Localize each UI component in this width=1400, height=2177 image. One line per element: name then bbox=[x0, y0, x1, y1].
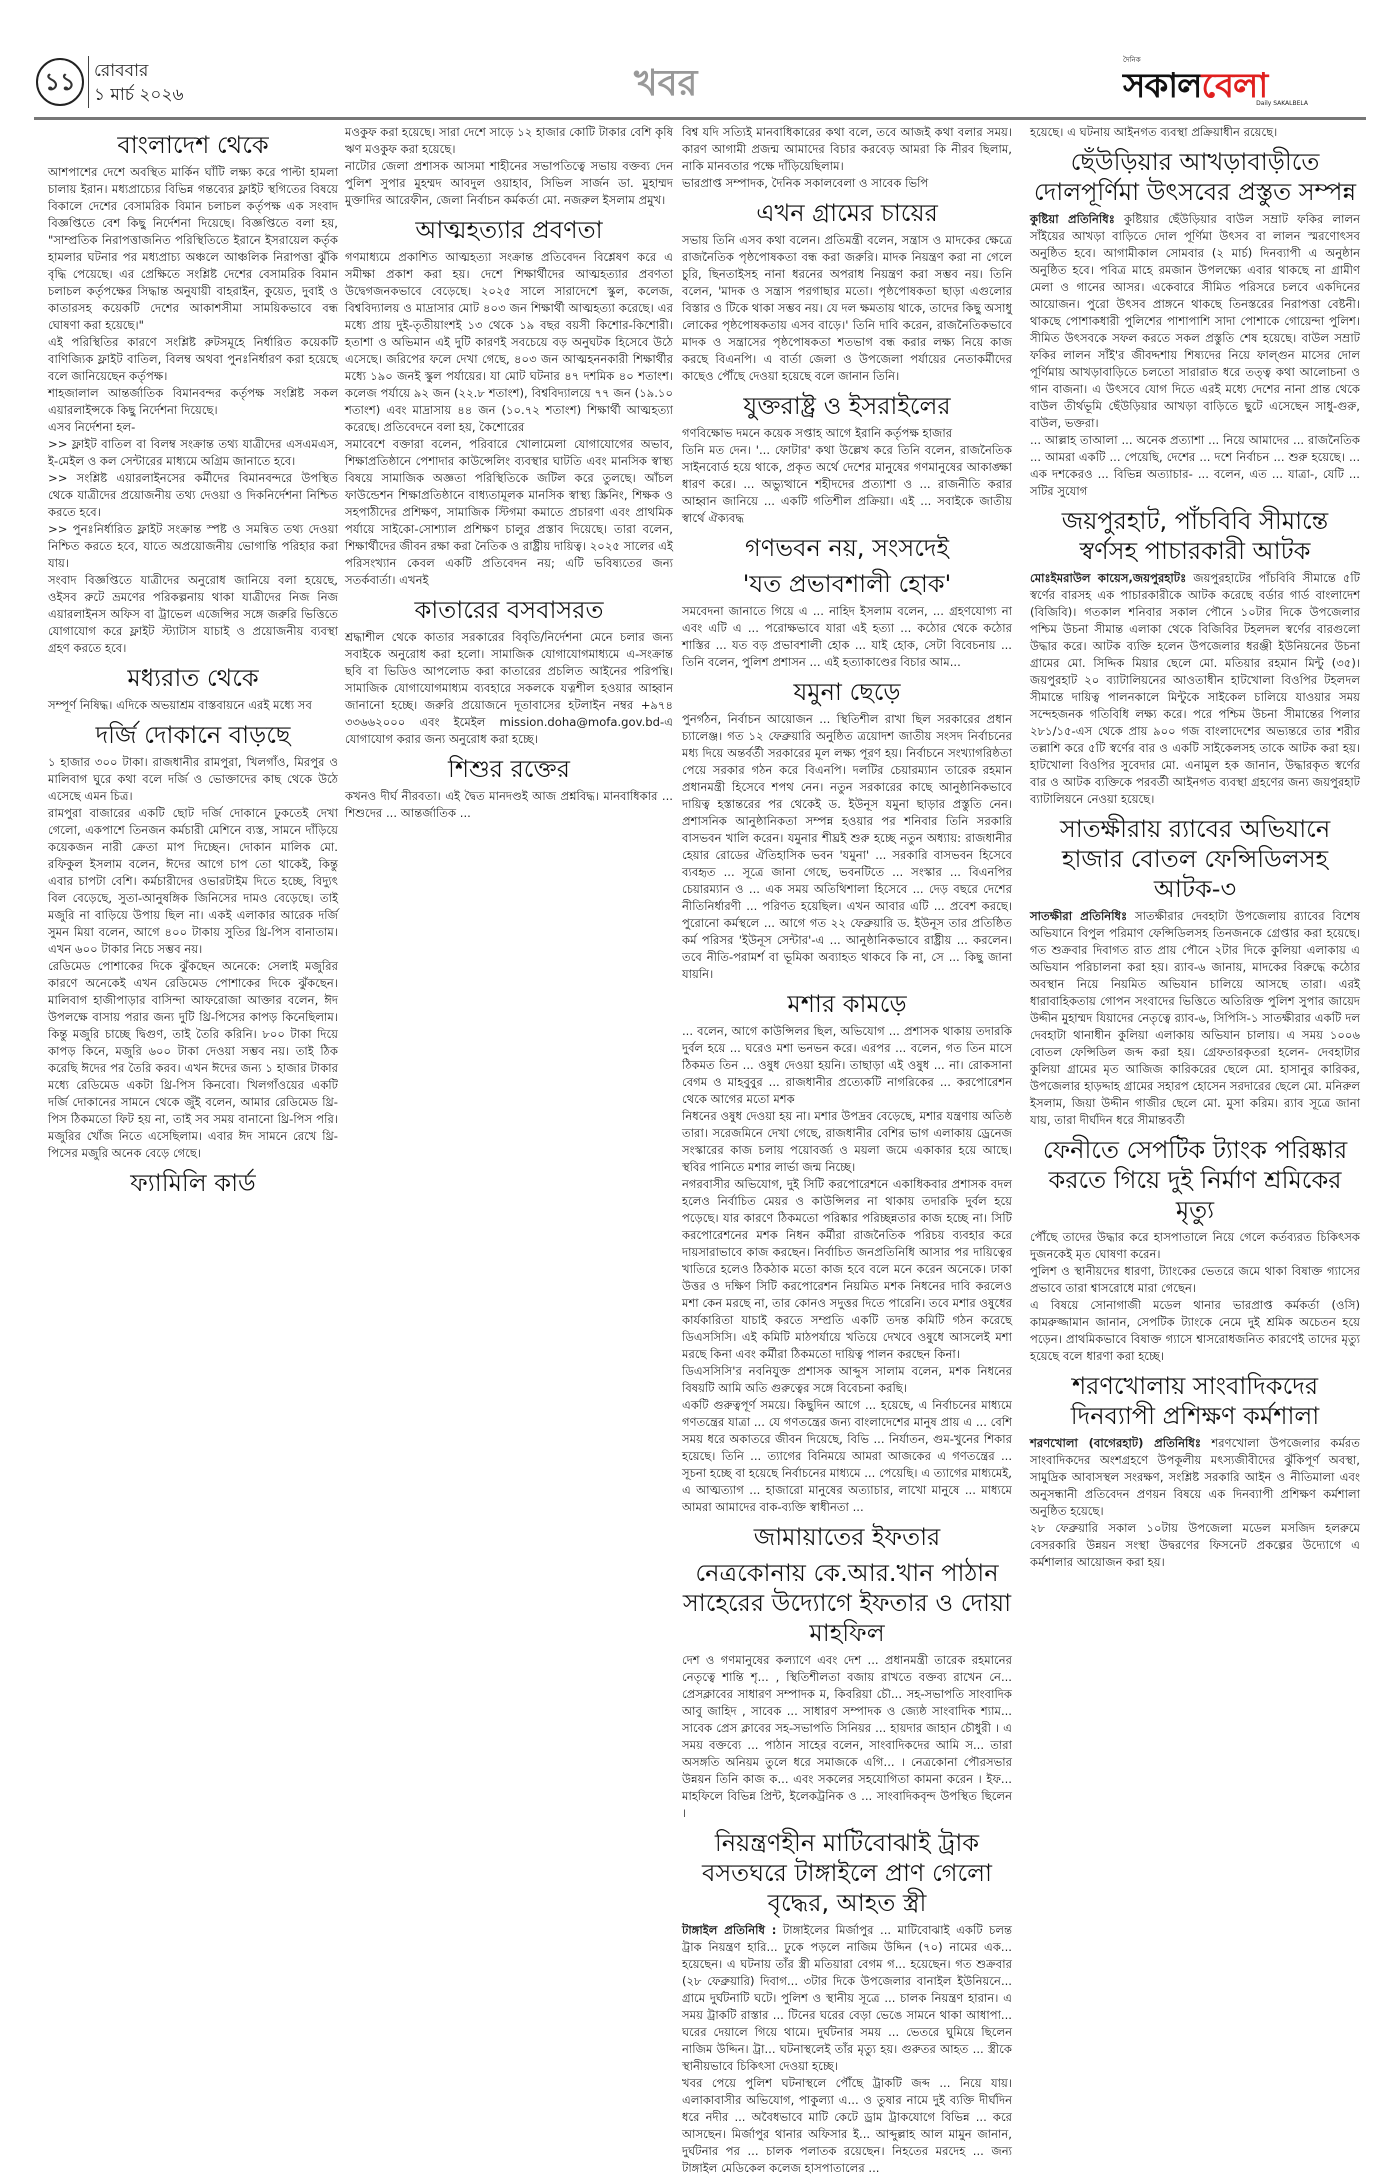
article-text: কখনও দীর্ঘ নীরবতা। এই দ্বৈত মানদণ্ডই আজ প্রশ্নবিদ্ধ। মানবাধিকার ... শিশুদের ... আন্তর্জাতিক ... bbox=[345, 789, 673, 820]
headline: বাংলাদেশ থেকে bbox=[117, 131, 269, 159]
headline: শরণখোলায় সাংবাদিকদের দিনব্যাপী প্রশিক্ষণ কর্মশালা bbox=[1070, 1372, 1320, 1430]
headline: 'যত প্রভাবশালী হোক' bbox=[742, 570, 952, 598]
article-text: এই পরিস্থিতির কারণে সংশ্লিষ্ট রুটসমূহে নির্ধারিত কয়েকটি বাণিজ্যিক ফ্লাইট বাতিল, বিলম্ব অথবা পুনঃনির্ধারণ করা হয়েছে বলে জানিয়েছেন কর্তৃপক্ষ। bbox=[48, 335, 338, 383]
headline: শিশুর রক্তের bbox=[448, 755, 570, 783]
logo-word-b: বেলা bbox=[1201, 66, 1268, 106]
headline: জামায়াতের ইফতার bbox=[753, 1523, 941, 1551]
article-text: রামপুরা বাজারের একটি ছোট দর্জি দোকানে ঢুকতেই দেখা গেলো, একপাশে তিনজন কর্মচারী মেশিনে ব্যস্ত, সামনে দাঁড়িয়ে কয়েকজন নারী ক্রেতা মাপ দিচ্ছেন। দোকান মালিক মো. রফিকুল ইসলাম বলেন, ঈদের আগে চাপ তো থাকেই, কিন্তু এবার চাপটা বেশি। কর্মচারীদের ওভারটাইম দিতে হচ্ছে, বিদ্যুৎ বিল বেড়েছে, সুতা-আনুষঙ্গিক জিনিসের দামও বেড়েছে। তাই মজুরি না বাড়িয়ে উপায় ছিল না। একই এলাকার আরেক দর্জি সুমন মিয়া বলেন, আগে ৪০০ টাকায় সুতির থ্রি-পিস বানাতাম। এখন ৬০০ টাকার নিচে সম্ভব নয়। bbox=[48, 806, 338, 956]
masthead-rule bbox=[34, 117, 1366, 120]
column-1 bbox=[48, 124, 338, 2134]
article-text-body: জয়পুরহাটের পাঁচবিবি সীমান্তে ৫টি স্বর্ণের বারসহ এক পাচারকারীকে আটক করেছে বর্ডার গার্ড বাংলাদেশ (বিজিবি)। গতকাল শনিবার সকাল পৌনে ১০টার দিকে উপজেলার পশ্চিম উচনা সীমান্ত এলাকা থেকে বিজিবির টহলদল স্বর্ণের বারগুলো উদ্ধার করে। আটক ব্যক্তি হলেন উপজেলার ধরঞ্জী ইউনিয়নের উচনা গ্রামের মো. সিদ্দিক মিয়ার ছেলে মো. মতিয়ার রহমান মিন্টু (৩৫)। জয়পুরহাট ২০ ব্যাটালিয়নের আওতাধীন হাটখোলা বিওপির টহলদল সীমান্তে দায়িত্ব পালনকালে মিন্টুকে সাইকেল চালিয়ে যাওয়ার সময় সন্দেহজনক গতিবিধি লক্ষ্য করে। পরে পশ্চিম উচনা সীমান্তের পিলার ২৮১/১৫-এস থেকে প্রায় ৯০০ গজ বাংলাদেশের অভ্যন্তরে তার শরীর তল্লাশি করে ৫টি স্বর্ণের বার ও একটি সাইকেলসহ তাকে আটক করা হয়। হাটখোলা বিওপির সুবেদার মো. এনামুল হক জানান, উদ্ধারকৃত স্বর্ণের বার ও আটক ব্যক্তিকে পরবর্তী আইনগত ব্যবস্থা গ্রহণের জন্য জয়পুরহাট ব্যাটালিয়নে নেওয়া হয়েছে। bbox=[1030, 571, 1361, 806]
headline: যুক্তরাষ্ট্র ও ইসরাইলের bbox=[743, 392, 951, 420]
byline: কুষ্টিয়া প্রতিনিধিঃ bbox=[1030, 212, 1115, 226]
article-text: ভারপ্রাপ্ত সম্পাদক, দৈনিক সকালবেলা ও সাবেক ভিপি bbox=[682, 176, 929, 190]
article-text: এসব নির্দেশনা হল- bbox=[48, 420, 136, 434]
article-text: ২৮ ফেব্রুয়ারি সকাল ১০টায় উপজেলা মডেল মসজিদ হলরুমে বেসরকারি উন্নয়ন সংস্থা উদ্বরণের ফিসনেট প্রকল্পের উদ্যোগে এ কর্মশালার আয়োজন করা হয়। bbox=[1030, 1521, 1360, 1569]
article-text: নাটোর জেলা প্রশাসক আসমা শাহীনের সভাপতিত্বে সভায় বক্তব্য দেন পুলিশ সুপার মুহম্মদ আবদুল ওয়াহাব, সিভিল সার্জন ডা. মুহাম্মদ মুক্তাদির আরেফীন, জেলা নির্বাচন কর্মকর্তা মো. নজরুল ইসলাম প্রমুখ। bbox=[345, 159, 673, 207]
article-text: মওকুফ করা হয়েছে। সারা দেশে সাড়ে ১২ হাজার কোটি টাকার বেশি কৃষি ঋণ মওকুফ করা হয়েছে। bbox=[345, 125, 673, 156]
headline: সাতক্ষীরায় র‍্যাবের অভিযানে হাজার বোতল ফেন্সিডিলসহ আটক-৩ bbox=[1059, 815, 1331, 903]
article-text: ১ হাজার ৩০০ টাকা। রাজধানীর রামপুরা, খিলগাঁও, মিরপুর ও মালিবাগ ঘুরে কথা বলে দর্জি ও ভোক্তাদের কাছ থেকে উঠে এসেছে এমন চিত্র। bbox=[48, 755, 338, 803]
column-4 bbox=[1030, 124, 1360, 2134]
article-text: শ্রদ্ধাশীল থেকে কাতার সরকারের বিবৃতি/নির্দেশনা মেনে চলার জন্য সবাইকে অনুরোধ করা হলো। সামাজিক যোগাযোগমাধ্যমে এ-সংক্রান্ত ছবি বা ভিডিও আপলোড করা কাতারের প্রচলিত আইনের পরিপন্থি। সামাজিক যোগাযোগমাধ্যম ব্যবহারে সকলকে যত্নশীল হওয়ার আহ্বান জানানো হচ্ছে। জরুরি প্রয়োজনে দূতাবাসের হটলাইন নম্বর +৯৭৪ ৩৩৬৬২০০০ এবং ইমেইল mission.doha@mofa.gov.bd-এ যোগাযোগ করার জন্য অনুরোধ করা হচ্ছে। bbox=[345, 630, 673, 746]
masthead bbox=[34, 54, 1400, 114]
logo-word-a: সকাল bbox=[1123, 66, 1202, 106]
article-text: সমাবেশে বক্তারা বলেন, পরিবারে খোলামেলা যোগাযোগের অভাব, শিক্ষাপ্রতিষ্ঠানে পেশাদার কাউন্সেলিং ব্যবস্থার ঘাটতি এবং মানসিক স্বাস্থ্য বিষয়ে সামাজিক অজ্ঞতা পরিস্থিতিকে জটিল করে তুলছে। আঁচল ফাউন্ডেশন শিক্ষাপ্রতিষ্ঠানে বাধ্যতামূলক মানসিক স্বাস্থ্য স্ক্রিনিং, শিক্ষক ও সহপাঠীদের প্রশিক্ষণ, সামাজিক স্টিগমা কমাতে প্রচারণা এবং প্রাথমিক পর্যায়ে সাইকো-সোশ্যাল প্রশিক্ষণ চালুর প্রস্তাব দিয়েছে। তারা বলেন, শিক্ষার্থীদের জীবন রক্ষা করা নৈতিক ও রাষ্ট্রীয় দায়িত্ব। ২০২৫ সালের এই পরিসংখ্যান কেবল একটি প্রতিবেদন নয়; এটি ভবিষ্যতের জন্য সতর্কবার্তা। এখনই bbox=[345, 437, 673, 587]
article-text: >> সংশ্লিষ্ট এয়ারলাইনসের কর্মীদের বিমানবন্দরে উপস্থিত থেকে যাত্রীদের প্রয়োজনীয় তথ্য দেওয়া ও দিকনির্দেশনা নিশ্চিত করতে হবে। bbox=[48, 471, 338, 519]
article-text: শাহজালাল আন্তর্জাতিক বিমানবন্দর কর্তৃপক্ষ সংশ্লিষ্ট সকল এয়ারলাইন্সকে কিছু নির্দেশনা দিয়েছে। bbox=[48, 386, 338, 417]
logo-small-text: দৈনিক bbox=[1123, 56, 1141, 64]
day-label: রোববার bbox=[94, 61, 149, 81]
headline: মধ্যরাত থেকে bbox=[127, 664, 259, 692]
headline: নিয়ন্ত্রণহীন মাটিবোঝাই ট্রাক বসতঘরে টাঙ্গাইলে প্রাণ গেলো বৃদ্ধের, আহত স্ত্রী bbox=[701, 1829, 993, 1917]
headline: ফেনীতে সেপটিক ট্যাংক পরিষ্কার করতে গিয়ে দুই নির্মাণ শ্রমিকের মৃত্যু bbox=[1042, 1136, 1348, 1224]
article-text-body: শরণখোলা উপজেলার কর্মরত সাংবাদিকদের অংশগ্রহণে উপকূলীয় মৎস্যজীবীদের ঝুঁকিপূর্ণ অবস্থা, সামুদ্রিক আবাসস্থল সংরক্ষণ, সংশ্লিষ্ট সরকারি আইন ও নীতিমালা এবং অনুসন্ধানী প্রতিবেদন প্রণয়ন বিষয়ে এক দিনব্যাপী প্রশিক্ষণ কর্মশালা অনুষ্ঠিত হয়েছে। bbox=[1030, 1436, 1360, 1518]
byline: টাঙ্গাইল প্রতিনিধি : bbox=[682, 1923, 777, 1937]
article-text: নিধনের ওষুধ দেওয়া হয় না। মশার উপদ্রব বেড়েছে, মশার যন্ত্রণায় অতিষ্ঠ তারা। সরেজমিনে দেখা গেছে, রাজধানীর বেশির ভাগ এলাকায় ড্রেনেজ সংস্কারের কাজ চলায় পয়োবর্জ্য ও ময়লা জমে একাকার হয়ে আছে। স্থবির পানিতে মশার লার্ভা জন্ম নিচ্ছে। bbox=[682, 1109, 1012, 1174]
date-label: ১ মার্চ ২০২৬ bbox=[94, 85, 184, 105]
article-text: গণমাধ্যমে প্রকাশিত আত্মহত্যা সংক্রান্ত প্রতিবেদন বিশ্লেষণ করে এ সমীক্ষা প্রকাশ করা হয়। দেশে শিক্ষার্থীদের আত্মহত্যার প্রবণতা উদ্বেগজনকভাবে বেড়েছে। ২০২৫ সালে সারাদেশে স্কুল, কলেজ, বিশ্ববিদ্যালয় ও মাদ্রাসার মোট ৪০৩ জন শিক্ষার্থী আত্মহত্যা করেছে। এর মধ্যে প্রায় দুই-তৃতীয়াংশই ১৩ থেকে ১৯ বছর বয়সী কিশোর-কিশোরী। হতাশা ও অভিমান এই দুটি কারণই সবচেয়ে বড় অনুঘটক হিসেবে উঠে এসেছে। জরিপের ফলে দেখা গেছে, ৪০৩ জন আত্মহননকারী শিক্ষার্থীর মধ্যে ১৯০ জনই স্কুল পর্যায়ের। যা মোট ঘটনার ৪৭ দশমিক ৪০ শতাংশ। কলেজ পর্যায়ে ৯২ জন (২২.৮ শতাংশ), বিশ্ববিদ্যালয়ে ৭৭ জন (১৯.১০ শতাংশ) এবং মাদ্রাসায় ৪৪ জন (১০.৭২ শতাংশ) শিক্ষার্থী আত্মহত্যা করেছে। প্রতিবেদনে বলা হয়, কৈশোরের bbox=[345, 250, 673, 434]
headline: যমুনা ছেড়ে bbox=[793, 678, 901, 706]
logo-tagline: Daily SAKALBELA bbox=[1256, 100, 1308, 107]
article-text: সভায় তিনি এসব কথা বলেন। প্রতিমন্ত্রী বলেন, সন্ত্রাস ও মাদকের ক্ষেত্রে রাজনৈতিক পৃষ্ঠপোষকতা বন্ধ করা জরুরি। মাদক নিয়ন্ত্রণ করা না গেলে চুরি, ছিনতাইসহ নানা ধরনের অপরাধ নিয়ন্ত্রণ করা সম্ভব নয়। তিনি বলেন, 'মাদক ও সন্ত্রাস পরগাছার মতো। পৃষ্ঠপোষকতা ছাড়া এগুলোর বিস্তার ও টিকে থাকা সম্ভব নয়। যে দল ক্ষমতায় থাকে, তাদের কিছু অসাধু লোকের পৃষ্ঠপোষকতায় এসব বাড়ে।' তিনি দাবি করেন, রাজনৈতিকভাবে মাদক ও সন্ত্রাসের পৃষ্ঠপোষকতা শতভাগ বন্ধ করার লক্ষ্য নিয়ে কাজ করছে বিএনপি। এ বার্তা জেলা ও উপজেলা পর্যায়ের নেতাকর্মীদের কাছেও পৌঁছে দেওয়া হয়েছে বলে জানান তিনি। bbox=[682, 233, 1012, 383]
article-text: তিনি মত দেন। '... ফোটার' কথা উল্লেখ করে তিনি বলেন, রাজনৈতিক সাইনবোর্ড হয়ে থাকে, প্রকৃত অর্থে দেশের মানুষের গণমানুষের আকাঙ্ক্ষা ধারণ করে। ... অভ্যুত্থানে শহীদদের প্রত্যাশা ও ... রাজনীতি করার আহ্বান জানিয়ে ... একটি গতিশীল প্রক্রিয়া। এই ... সবাইকে জাতীয় স্বার্থে ঐক্যবদ্ধ bbox=[682, 443, 1012, 525]
date-divider bbox=[88, 56, 89, 108]
byline: শরণখোলা (বাগেরহাট) প্রতিনিধিঃ bbox=[1030, 1436, 1202, 1450]
article-text: ... বলেন, আগে কাউন্সিলর ছিল, অভিযোগ ... প্রশাসক থাকায় তদারকি দুর্বল হয়ে ... ঘরেও মশা ভনভন করে। এরপর ... বলেন, গত তিন মাসে ঠিকমত তিন ... ওষুধ দেওয়া হয়নি। তাছাড়া এই ওষুধ ... না। রোকসানা বেগম ও মাহবুবুর ... রাজধানীর প্রত্যেকটি নাগরিকের ... করপোরেশন থেকে আগের মতো মশক bbox=[682, 1024, 1012, 1106]
article-text: আশপাশের দেশে অবস্থিত মার্কিন ঘাঁটি লক্ষ্য করে পাল্টা হামলা চালায় ইরান। মধ্যপ্রাচ্যের বিভিন্ন গন্তব্যের ফ্লাইট স্থগিতের বিষয়ে বিকালে দেশের বেসামরিক বিমান চলাচল কর্তৃপক্ষ এক সংবাদ বিজ্ঞপ্তিতে বেশ কিছু নির্দেশনা দিয়েছে। বিজ্ঞপ্তিতে বলা হয়, "সাম্প্রতিক নিরাপত্তাজনিত পরিস্থিতিতে ইরানে ইসরায়েল কর্তৃক হামলার ঘটনার পর মধ্যপ্রাচ্য অঞ্চলে আঞ্চলিক নিরাপত্তা ঝুঁকি বৃদ্ধি পেয়েছে। এর প্রেক্ষিতে সংশ্লিষ্ট দেশের বেসামরিক বিমান চলাচল কর্তৃপক্ষের সিদ্ধান্ত অনুযায়ী বাহরাইন, কুয়েত, দুবাই ও কাতারসহ কয়েকটি দেশের আকাশসীমা সাময়িকভাবে বন্ধ ঘোষণা করা হয়েছে।" bbox=[48, 165, 338, 332]
headline: ছেঁউড়িয়ার আখড়াবাড়ীতে দোলপূর্ণিমা উৎসবের প্রস্তুত সম্পন্ন bbox=[1033, 148, 1357, 206]
headline: জয়পুরহাট, পাঁচবিবি সীমান্তে স্বর্ণসহ পাচারকারী আটক bbox=[1061, 507, 1329, 565]
headline: মশার কামড়ে bbox=[787, 990, 907, 1018]
article-text bbox=[682, 1922, 1012, 2075]
article-text: পুনর্গঠন, নির্বাচন আয়োজন ... স্থিতিশীল রাখা ছিল সরকারের প্রধান চ্যালেঞ্জ। গত ১২ ফেব্রুয়ারি অনুষ্ঠিত ত্রয়োদশ জাতীয় সংসদ নির্বাচনের মধ্য দিয়ে অন্তর্বর্তী সরকারের মূল লক্ষ্য পূরণ হয়। নির্বাচনে সংখ্যাগরিষ্ঠতা পেয়ে সরকার গঠন করে বিএনপি। দলটির চেয়ারম্যান তারেক রহমান প্রধানমন্ত্রী হিসেবে শপথ নেন। নতুন সরকারের কাছে আনুষ্ঠানিকভাবে দায়িত্ব হস্তান্তরের পর থেকেই ড. ইউনূস যমুনা ছাড়ার প্রস্তুতি নেন। প্রশাসনিক আনুষ্ঠানিকতা সম্পন্ন হওয়ার পর শনিবার তিনি সরকারি বাসভবন খালি করেন। যমুনার শীঘ্রই শুরু হচ্ছে নতুন অধ্যায়: রাজধানীর হেয়ার রোডের ঐতিহাসিক ভবন 'যমুনা' ... সরকারি বাসভবন হিসেবে ব্যবহৃত ... সূত্রে জানা গেছে, ভবনটিতে ... সংস্কার ... বিএনপির চেয়ারম্যান ও ... এক সময় অতিথিশালা হিসেবে ... দেড় বছরে দেশের নীতিনির্ধারণী ... পরিণত হয়েছিল। এখন আবার এটি ... প্রবেশ করছে। পুরোনো কর্মস্থলে ... আগে গত ২২ ফেব্রুয়ারি ড. ইউনূস তার প্রতিষ্ঠিত কর্ম পরিসর 'ইউনূস সেন্টার'-এ ... আনুষ্ঠানিকভাবে রাষ্ট্রীয় ... করলেন। তবে নীতি-পরামর্শ বা ভূমিকা অব্যাহত থাকবে কি না, সে ... কিছু জানা যায়নি। bbox=[682, 712, 1012, 981]
article-text: পৌঁছে তাদের উদ্ধার করে হাসপাতালে নিয়ে গেলে কর্তব্যরত চিকিৎসক দুজনকেই মৃত ঘোষণা করেন। bbox=[1030, 1230, 1360, 1261]
article-text: সম্পূর্ণ নিষিদ্ধ। এদিকে অভয়াশ্রম বাস্তবায়নে এরই মধ্যে সব bbox=[48, 698, 312, 712]
column-2 bbox=[345, 124, 673, 2134]
byline: সাতক্ষীরা প্রতিনিধিঃ bbox=[1030, 909, 1128, 923]
article-text: হয়েছে। এ ঘটনায় আইনগত ব্যবস্থা প্রক্রিয়াধীন রয়েছে। bbox=[1030, 125, 1278, 139]
page-number: ১১ bbox=[36, 58, 84, 106]
article-text bbox=[1030, 570, 1360, 808]
headline: ফ্যামিলি কার্ড bbox=[130, 1169, 256, 1197]
byline: মোঃইমরাউল কায়েস,জয়পুরহাটঃ bbox=[1030, 571, 1187, 585]
headline: কাতারের বসবাসরত bbox=[414, 596, 604, 624]
article-text-body: কুষ্টিয়ার ছেঁউড়িয়ার বাউল সম্রাট ফকির লালন সাঁইয়ের আখড়া বাড়িতে দোল পূর্ণিমা উৎসব বা লালন স্মরণোৎসব অনুষ্ঠিত হবে। আগামীকাল সোমবার (২ মার্চ) দিনব্যাপী এ অনুষ্ঠান অনুষ্ঠিত হবে। পবিত্র মাহে রমজান উপলক্ষ্যে এবার থাকছে না গ্রামীণ মেলা ও গানের আসর। একেবারে সীমিত পরিসরে চলবে একদিনের আয়োজন। পুরো উৎসব প্রাঙ্গনে থাকছে তিনস্তরের নিরাপত্তা বেষ্টনী। থাকছে পোশাকধারী পুলিশের পাশাপাশি সাদা পোশাকে গোয়েন্দা পুলিশ। সীমিত উৎসবকে সফল করতে সকল প্রস্তুতি শেষ হয়েছে। বাউল সম্রাট ফকির লালন সাঁই'র জীবদ্দশায় শিষ্যদের নিয়ে ফাল্গুন মাসের দোল পূর্ণিমায় আখড়াবাড়িতে চলতো সারারাত ধরে তত্ত্ব কথা আলোচনা ও গান বাজনা। এ উৎসবে যোগ দিতে এরই মধ্যে দেশের নানা প্রান্ত থেকে বাউল তীর্থভূমি ছেঁউড়িয়ার আখড়া বাড়িতে ছুটে এসেছেন সাধু-গুরু, বাউল, ভক্তরা। bbox=[1030, 212, 1361, 430]
article-text: >> ফ্লাইট বাতিল বা বিলম্ব সংক্রান্ত তথ্য যাত্রীদের এসএমএস, ই-মেইল ও কল সেন্টারের মাধ্যমে অগ্রিম জানাতে হবে। bbox=[48, 437, 338, 468]
article-text: এ বিষয়ে সোনাগাজী মডেল থানার ভারপ্রাপ্ত কর্মকর্তা (ওসি) কামরুজ্জামান জানান, সেপটিক ট্যাংকে নেমে দুই শ্রমিক অচেতন হয়ে পড়েন। প্রাথমিকভাবে বিষাক্ত গ্যাসে শ্বাসরোধজনিত কারণেই তাদের মৃত্যু হয়েছে বলে ধারণা করা হচ্ছে। bbox=[1030, 1298, 1360, 1363]
headline: দর্জি দোকানে বাড়ছে bbox=[95, 721, 291, 749]
article-text-body: সাতক্ষীরার দেবহাটা উপজেলায় র‍্যাবের বিশেষ অভিযানে বিপুল পরিমাণ ফেন্সিডিলসহ তিনজনকে গ্রেপ্তার করা হয়েছে। গত শুক্রবার দিবাগত রাত প্রায় পৌনে ২টার দিকে কুলিয়া এলাকায় এ অভিযান পরিচালনা করা হয়। র‍্যাব-৬ জানায়, মাদকের বিরুদ্ধে কঠোর অবস্থান নিয়ে নিয়মিত অভিযান চালিয়ে আসছে তারা। এরই ধারাবাহিকতায় গোপন সংবাদের ভিত্তিতে অতিরিক্ত পুলিশ সুপার জায়েদ উদ্দীন মুহাম্মদ যিয়াদের নেতৃত্বে র‍্যাব-৬, সিপিসি-১ সাতক্ষীরার একটি দল দেবহাটা থানাধীন কুলিয়া এলাকায় অভিযান চালায়। এ সময় ১০০৬ বোতল ফেন্সিডিল জব্দ করা হয়। গ্রেফতারকৃতরা হলেন- দেবহাটার কুলিয়া গ্রামের মৃত আজিজ কারিকরের ছেলে মো. হাসানুর কারিকর, উপজেলার হাড়দ্দাহ গ্রামের সহারপ হোসেন সরদারের ছেলে মো. মনিরুল ইসলাম, জিয়া উদ্দীন গাজীর ছেলে মো. মুসা করিম। র‍্যাব সূত্রে জানা যায়, তারা দীর্ঘদিন ধরে সীমান্তবর্তী bbox=[1030, 909, 1361, 1127]
headline: আত্মহত্যার প্রবণতা bbox=[415, 216, 603, 244]
article-text: >> পুনঃনির্ধারিত ফ্লাইট সংক্রান্ত স্পষ্ট ও সমন্বিত তথ্য দেওয়া নিশ্চিত করতে হবে, যাতে অপ্রয়োজনীয় ভোগান্তি পরিহার করা যায়। bbox=[48, 522, 338, 570]
logo-wordmark bbox=[1123, 60, 1267, 117]
column-3 bbox=[682, 124, 1012, 2175]
article-text bbox=[1030, 908, 1360, 1129]
article-text: বিশ্ব যদি সত্যিই মানবাধিকারের কথা বলে, তবে আজই কথা বলার সময়। কারণ আগামী প্রজন্ম আমাদের বিচার করবেড় আমরা কি নীরব ছিলাম, নাকি মানবতার পক্ষে দাঁড়িয়েছিলাম। bbox=[682, 125, 1012, 173]
article-text bbox=[1030, 1435, 1360, 1520]
newspaper-logo bbox=[1123, 54, 1308, 114]
article-text: ... আল্লাহ তাআলা ... অনেক প্রত্যাশা ... নিয়ে আমাদের ... রাজনৈতিক ... আমরা একটি ... পেয়েছি, দেশের ... দশে নির্বাচন ... শুরু হয়েছে। ... এক দশকেরও ... বিভিন্ন অত্যাচার- ... বলেন, এত ... যাত্রা-, যেটি ... সটির সুযোগ bbox=[1030, 433, 1360, 498]
section-title: খবর bbox=[634, 63, 698, 104]
headline: নেত্রকোনায় কে.আর.খান পাঠান সাহেরের উদ্যোগে ইফতার ও দোয়া মাহফিল bbox=[682, 1559, 1012, 1647]
article-text: একটি গুরুত্বপূর্ণ সময়ে। কিছুদিন আগে ... হয়েছে, এ নির্বাচনের মাধ্যমে গণতন্ত্রের যাত্রা ... যে গণতন্ত্রের জন্য বাংলাদেশের মানুষ প্রায় এ ... বেশি সময় ধরে অকাতরে জীবন দিয়েছে, বিভি ... নির্যাতন, গুম-খুনের শিকার হয়েছে। তিনি ... ত্যাগের বিনিময়ে আমরা আজকের এ গণতন্ত্রের ... সূচনা হচ্ছে বা হয়েছে নির্বাচনের মাধ্যমে ... পেয়েছি। এ ত্যাগের মাধ্যমেই, এ আত্মত্যাগ ... হাজারো মানুষের অত্যাচার, লাখো মানুষে ... মাধ্যমে আমরা আমাদের বাক-ব্যক্তি স্বাধীনতা ... bbox=[682, 1398, 1012, 1514]
article-text: সংবাদ বিজ্ঞপ্তিতে যাত্রীদের অনুরোধ জানিয়ে বলা হয়েছে, ওইসব রুটে ভ্রমণের পরিকল্পনায় থাকা যাত্রীদের নিজ নিজ এয়ারলাইনস অফিস বা ট্রাভেল এজেন্সির সঙ্গে জরুরি ভিত্তিতে যোগাযোগ করে ফ্লাইট স্ট্যাটাস যাচাই ও প্রয়োজনীয় ব্যবস্থা গ্রহণ করতে হবে। bbox=[48, 573, 338, 655]
headline: এখন গ্রামের চায়ের bbox=[756, 199, 938, 227]
article-text: গণবিক্ষোভ দমনে কয়েক সপ্তাহ আগে ইরানি কর্তৃপক্ষ হাজার bbox=[682, 426, 953, 440]
article-text bbox=[1030, 211, 1360, 432]
article-text: ডিএসসিসি'র নবনিযুক্ত প্রশাসক আব্দুস সালাম বলেন, মশক নিধনের বিষয়টি আমি অতি গুরুত্বের সঙ্গে বিবেচনা করছি। bbox=[682, 1364, 1012, 1395]
article-text: দেশ ও গণমানুষের কল্যাণে এবং দেশ ... প্রধানমন্ত্রী তারেক রহমানের নেতৃত্বে শান্তি শৃ... , স্থিতিশীলতা বজায় রাখতে বক্তব্য রাখেন নে... প্রেসক্লাবের সাধারণ সম্পাদক ম, কিবরিয়া চৌ... সহ-সভাপতি সাংবাদিক আবু জাহিদ , সাবেক ... সাধারণ সম্পাদক ও জ্যেষ্ঠ সাংবাদিক শ্যাম... সাবেক প্রেস ক্লাবের সহ-সভাপতি সিনিয়র ... হায়দার জাহান চৌধুরী । এ সময় বক্তব্যে ... পাঠান সাহের বলেন, সাংবাদিকদের আমি স... তারা অসঙ্গতি অনিয়ম তুলে ধরে সমাজকে এগি... । নেত্রকোনা পৌরসভার উন্নয়ন তিনি কাজ ক... এবং সকলের সহযোগিতা কামনা করেন । ইফ... মাহফিলে বিভিন্ন প্রিন্ট, ইলেকট্রনিক ও ... সাংবাদিকবৃন্দ উপস্থিত ছিলেন । bbox=[682, 1653, 1012, 1820]
article-text: সমবেদনা জানাতে গিয়ে এ ... নাহিদ ইসলাম বলেন, ... গ্রহণযোগ্য না এবং এটি এ ... পরোক্ষভাবে যারা এই হত্যা ... কঠোর থেকে কঠোর শাস্তির ... যত বড় প্রভাবশালী হোক ... যাই হোক, সেটা বিবেচনায় ... তিনি বলেন, পুলিশ প্রশাসন ... এই হত্যাকাণ্ডের বিচার আম... bbox=[682, 604, 1012, 669]
article-text-body: টাঙ্গাইলের মির্জাপুর ... মাটিবোঝাই একটি চলন্ত ট্রাক নিয়ন্ত্রণ হারি... ঢুকে পড়লে নাজিম উদ্দিন (৭০) নামের এক... হয়েছেন। এ ঘটনায় তাঁর স্ত্রী মতিয়ারা বেগম গ... হয়েছেন। গত শুক্রবার (২৮ ফেব্রুয়ারি) দিবাগ... ৩টার দিকে উপজেলার বানাইল ইউনিয়নে... গ্রামে দুর্ঘটনাটি ঘটে। পুলিশ ও স্থানীয় সূত্রে ... চালক নিয়ন্ত্রণ হারান। এ সময় ট্রাকটি রাস্তার ... টিনের ঘরের বেড়া ভেঙে সামনে থাকা আধাপা... ঘরের দেয়ালে গিয়ে থামে। দুর্ঘটনার সময় ... ভেতরে ঘুমিয়ে ছিলেন নাজিম উদ্দিন। ট্রা... ঘটনাস্থলেই তাঁর মৃত্যু হয়। গুরুতর আহত ... স্ত্রীকে স্থানীয়ভাবে চিকিৎসা দেওয়া হচ্ছে। bbox=[682, 1923, 1012, 2073]
article-text: খবর পেয়ে পুলিশ ঘটনাস্থলে পৌঁছে ট্রাকটি জব্দ ... নিয়ে যায়। এলাকাবাসীর অভিযোগ, পাকুল্যা এ... ও তুষার নামে দুই ব্যক্তি দীর্ঘদিন ধরে নদীর ... অবৈধভাবে মাটি কেটে ড্রাম ট্রাকযোগে বিভিন্ন ... করে আসছেন। মির্জাপুর থানার অফিসার ই... আব্দুল্লাহ আল মামুন জানান, দুর্ঘটনার পর ... চালক পলাতক রয়েছেন। নিহতের মরদেহ ... জন্য টাঙ্গাইল মেডিকেল কলেজ হাসপাতালের ... bbox=[682, 2076, 1012, 2175]
article-text: পুলিশ ও স্থানীয়দের ধারণা, ট্যাংকের ভেতরে জমে থাকা বিষাক্ত গ্যাসের প্রভাবে তারা শ্বাসরোধে মারা গেছেন। bbox=[1030, 1264, 1360, 1295]
article-text: নগরবাসীর অভিযোগ, দুই সিটি করপোরেশনে একাধিকবার প্রশাসক বদল হলেও নির্বাচিত মেয়র ও কাউন্সিলর না থাকায় তদারকি দুর্বল হয়ে পড়েছে। যার কারণে ঠিকমতো পরিষ্কার পরিচ্ছন্নতার কাজ হচ্ছে না। সিটি করপোরেশনের মশক নিধন কর্মীরা রাজনৈতিক পরিচয় ব্যবহার করে দায়সারাভাবে কাজ করছেন। নির্বাচিত জনপ্রতিনিধি আসার পর দায়িত্বের খাতিরে হলেও ঠিকঠাক মতো কাজ হবে বলে মনে করেন অনেকে। ঢাকা উত্তর ও দক্ষিণ সিটি করপোরেশন নিয়মিত মশক নিধনের দাবি করলেও মশা কেন মরছে না, তার কোনও সদুত্তর দিতে পারেনি। তবে মশার ওষুধের কার্যকারিতা যাচাই করতে সম্প্রতি একটি তদন্ত কমিটি গঠন করেছে ডিএসসিসি। এই কমিটি মাঠপর্যায়ে খতিয়ে দেখবে ওষুধে আসলেই মশা মরছে কিনা এবং কর্মীরা ঠিকমতো দায়িত্ব পালন করছেন কিনা। bbox=[682, 1177, 1012, 1361]
article-text: রেডিমেড পোশাকের দিকে ঝুঁকছেন অনেকে: সেলাই মজুরির কারণে অনেকেই এখন রেডিমেড পোশাকের দিকে ঝুঁকছেন। মালিবাগ হাজীপাড়ার বাসিন্দা আফরোজা আক্তার বলেন, ঈদ উপলক্ষে বাসায় পরার জন্য দুটি থ্রি-পিসের কাপড় কিনেছিলাম। কিন্তু মজুরি চাচ্ছে দ্বিগুণ, তাই তৈরি করিনি। ৮০০ টাকা দিয়ে কাপড় কিনে, মজুরি ৬০০ টাকা দেওয়া সম্ভব নয়। তাই ঠিক করেছি ঈদের পর তৈরি করব। এখন ঈদের জন্য ১ হাজার টাকার মধ্যে রেডিমেড একটা থ্রি-পিস কিনবো। খিলগাঁওয়ের একটি দর্জি দোকানের সামনে থেকে জুঁই বলেন, আমার রেডিমেড থ্রি-পিস ঠিকমতো ফিট হয় না, তাই সব সময় বানানো থ্রি-পিস পরি। মজুরির খোঁজ নিতে এসেছিলাম। এবার ঈদ সামনে রেখে থ্রি-পিসের মজুরি অনেক বেড়ে গেছে। bbox=[48, 959, 338, 1160]
headline: গণভবন নয়, সংসদেই bbox=[745, 534, 949, 562]
